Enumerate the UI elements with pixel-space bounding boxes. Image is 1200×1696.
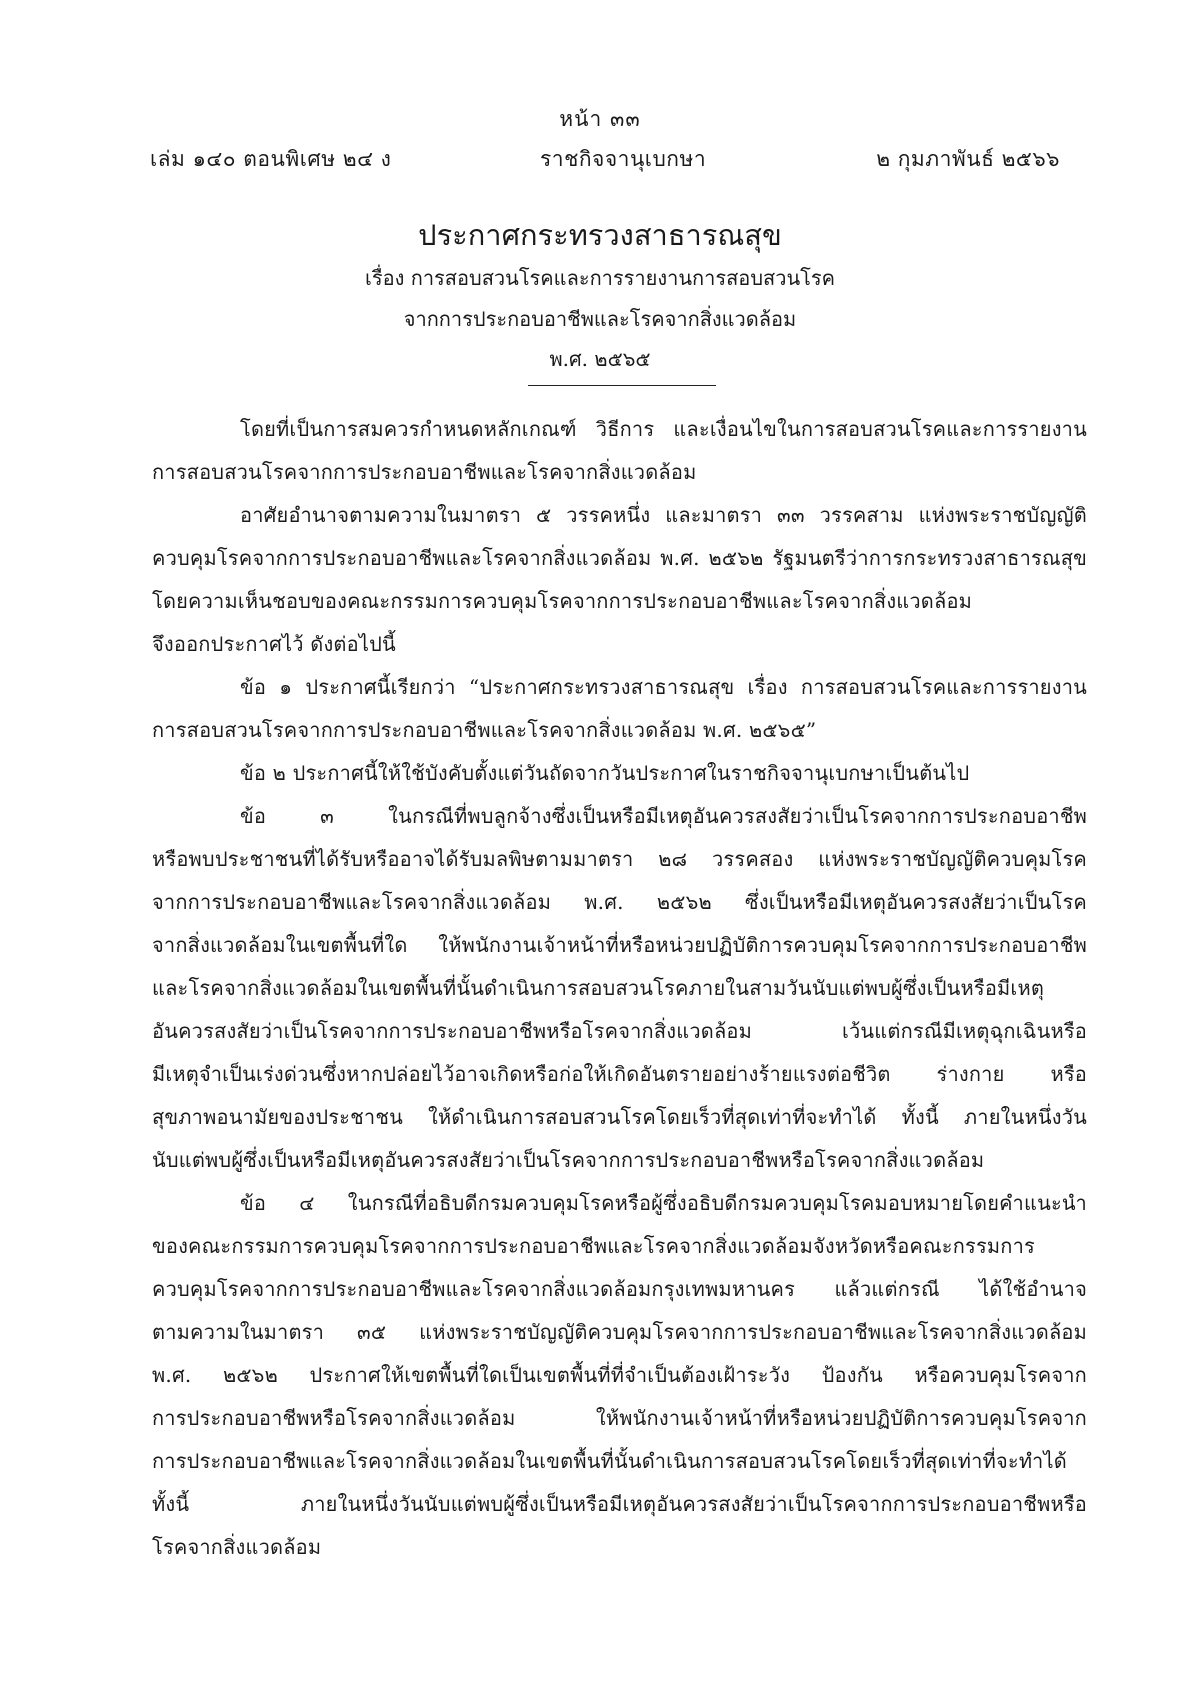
body-line: อาศัยอำนาจตามความในมาตรา ๕ วรรคหนึ่ง และมาตรา ๓๓ วรรคสาม แห่งพระราชบัญญัติ — [240, 503, 1087, 527]
clause-2-line: ข้อ ๒ ประกาศนี้ให้ใช้บังคับตั้งแต่วันถัดจากวันประกาศในราชกิจจานุเบกษาเป็นต้นไป — [240, 761, 970, 785]
clause-4-line: ทั้งนี้ ภายในหนึ่งวันนับแต่พบผู้ซึ่งเป็นหรือมีเหตุอันควรสงสัยว่าเป็นโรคจากการประกอบอาชีพหรือ — [152, 1492, 1087, 1516]
clause-3-line: มีเหตุจำเป็นเร่งด่วนซึ่งหากปล่อยไว้อาจเกิดหรือก่อให้เกิดอันตรายอย่างร้ายแรงต่อชีวิต ร่างกาย หรือ — [152, 1062, 1087, 1086]
body-line: โดยที่เป็นการสมควรกำหนดหลักเกณฑ์ วิธีการ และเงื่อนไขในการสอบสวนโรคและการรายงาน — [240, 417, 1087, 441]
gazette-header — [150, 143, 1060, 173]
clause-3-line: อันควรสงสัยว่าเป็นโรคจากการประกอบอาชีพหรือโรคจากสิ่งแวดล้อม เว้นแต่กรณีมีเหตุฉุกเฉินหรือ — [152, 1019, 1087, 1043]
announcement-year: พ.ศ. ๒๕๖๕ — [549, 347, 651, 371]
page-number: หน้า ๓๓ — [559, 107, 641, 131]
clause-3-line: และโรคจากสิ่งแวดล้อมในเขตพื้นที่นั้นดำเนินการสอบสวนโรคภายในสามวันนับแต่พบผู้ซึ่งเป็นหรือมีเหตุ — [152, 976, 1045, 1000]
clause-3-line: จากสิ่งแวดล้อมในเขตพื้นที่ใด ให้พนักงานเจ้าหน้าที่หรือหน่วยปฏิบัติการควบคุมโรคจากการประกอบอาชีพ — [152, 933, 1087, 957]
clause-4-line: โรคจากสิ่งแวดล้อม — [152, 1535, 322, 1559]
announcement-subject-line-2: จากการประกอบอาชีพและโรคจากสิ่งแวดล้อม — [403, 307, 797, 331]
clause-4-line: การประกอบอาชีพหรือโรคจากสิ่งแวดล้อม ให้พนักงานเจ้าหน้าที่หรือหน่วยปฏิบัติการควบคุมโรคจาก — [152, 1406, 1087, 1430]
clause-4-line: พ.ศ. ๒๕๖๒ ประกาศให้เขตพื้นที่ใดเป็นเขตพื้นที่ที่จำเป็นต้องเฝ้าระวัง ป้องกัน หรือควบคุมโรคจาก — [152, 1363, 1087, 1387]
volume-issue: เล่ม ๑๔๐ ตอนพิเศษ ๒๔ ง — [150, 147, 392, 171]
clause-3-line: ข้อ ๓ ในกรณีที่พบลูกจ้างซึ่งเป็นหรือมีเหตุอันควรสงสัยว่าเป็นโรคจากการประกอบอาชีพ — [240, 804, 1087, 828]
clause-3-line: สุขภาพอนามัยของประชาชน ให้ดำเนินการสอบสวนโรคโดยเร็วที่สุดเท่าที่จะทำได้ ทั้งนี้ ภายในหนึ่งวัน — [152, 1105, 1087, 1129]
announcement-subject-line-1: เรื่อง การสอบสวนโรคและการรายงานการสอบสวนโรค — [365, 266, 835, 290]
announcement-title: ประกาศกระทรวงสาธารณสุข — [418, 218, 782, 252]
clause-3-line: หรือพบประชาชนที่ได้รับหรืออาจได้รับมลพิษตามมาตรา ๒๘ วรรคสอง แห่งพระราชบัญญัติควบคุมโรค — [152, 847, 1087, 871]
clause-3-line: นับแต่พบผู้ซึ่งเป็นหรือมีเหตุอันควรสงสัยว่าเป็นโรคจากการประกอบอาชีพหรือโรคจากสิ่งแวดล้อม — [152, 1148, 985, 1172]
clause-4-line: ของคณะกรรมการควบคุมโรคจากการประกอบอาชีพและโรคจากสิ่งแวดล้อมจังหวัดหรือคณะกรรมการ — [152, 1234, 1035, 1258]
clause-1-line: ข้อ ๑ ประกาศนี้เรียกว่า “ประกาศกระทรวงสาธารณสุข เรื่อง การสอบสวนโรคและการรายงาน — [240, 675, 1087, 699]
clause-4-line: การประกอบอาชีพและโรคจากสิ่งแวดล้อมในเขตพื้นที่นั้นดำเนินการสอบสวนโรคโดยเร็วที่สุดเท่าที่จะทำได้ — [152, 1449, 1067, 1473]
clause-4-line: ควบคุมโรคจากการประกอบอาชีพและโรคจากสิ่งแวดล้อมกรุงเทพมหานคร แล้วแต่กรณี ได้ใช้อำนาจ — [152, 1277, 1087, 1301]
body-line: ควบคุมโรคจากการประกอบอาชีพและโรคจากสิ่งแวดล้อม พ.ศ. ๒๕๖๒ รัฐมนตรีว่าการกระทรวงสาธารณสุข — [152, 546, 1087, 570]
clause-3-line: จากการประกอบอาชีพและโรคจากสิ่งแวดล้อม พ.ศ. ๒๕๖๒ ซึ่งเป็นหรือมีเหตุอันควรสงสัยว่าเป็นโรค — [152, 890, 1087, 914]
title-divider — [528, 385, 716, 386]
body-line: การสอบสวนโรคจากการประกอบอาชีพและโรคจากสิ่งแวดล้อม — [152, 460, 697, 484]
publication-date: ๒ กุมภาพันธ์ ๒๕๖๖ — [876, 147, 1060, 171]
gazette-name: ราชกิจจานุเบกษา — [540, 147, 707, 171]
body-line: จึงออกประกาศไว้ ดังต่อไปนี้ — [152, 632, 396, 656]
body-line: โดยความเห็นชอบของคณะกรรมการควบคุมโรคจากการประกอบอาชีพและโรคจากสิ่งแวดล้อม — [152, 589, 973, 613]
clause-1-line: การสอบสวนโรคจากการประกอบอาชีพและโรคจากสิ่งแวดล้อม พ.ศ. ๒๕๖๕” — [152, 718, 817, 742]
clause-4-line: ตามความในมาตรา ๓๕ แห่งพระราชบัญญัติควบคุมโรคจากการประกอบอาชีพและโรคจากสิ่งแวดล้อม — [152, 1320, 1087, 1344]
clause-4-line: ข้อ ๔ ในกรณีที่อธิบดีกรมควบคุมโรคหรือผู้ซึ่งอธิบดีกรมควบคุมโรคมอบหมายโดยคำแนะนำ — [240, 1191, 1087, 1215]
